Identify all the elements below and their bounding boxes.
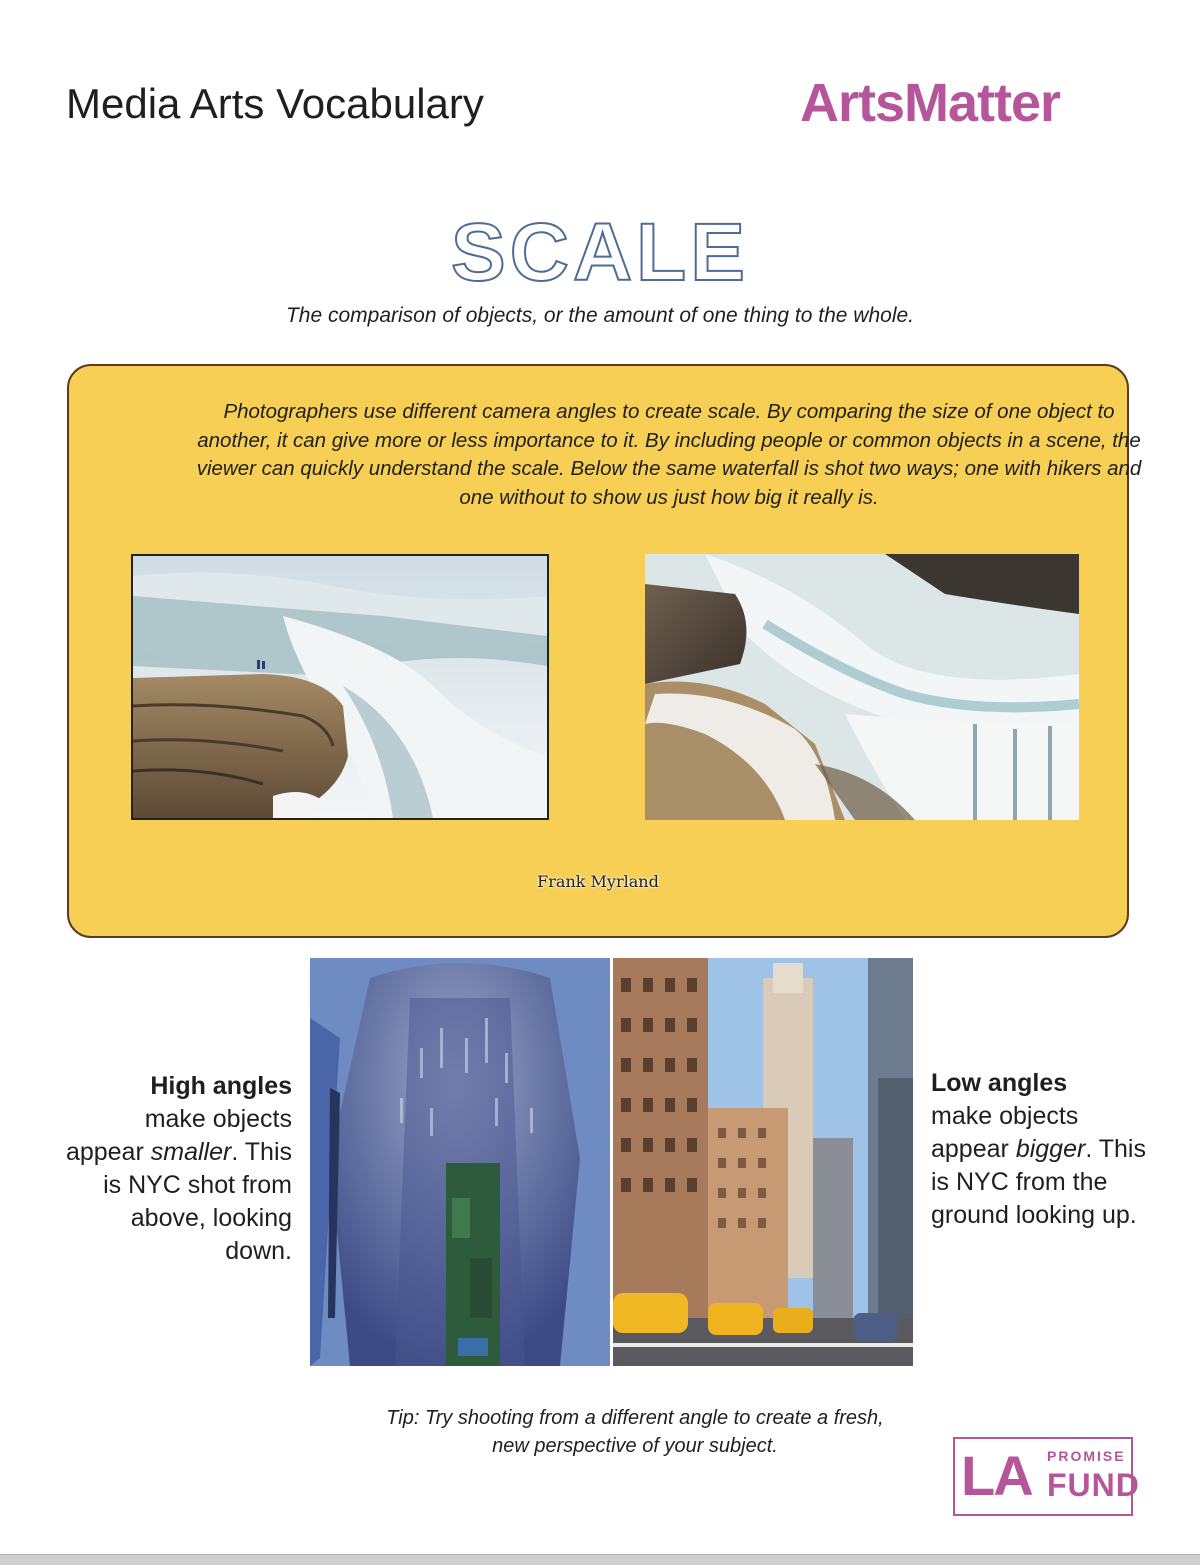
page-title: Media Arts Vocabulary	[66, 80, 484, 127]
waterfall-with-hikers-image	[133, 556, 547, 818]
low-angle-caption: Low angles make objects appear bigger. This is NYC from the ground looking up.	[931, 1069, 1146, 1229]
brand-logo: ArtsMatter	[800, 73, 1061, 133]
photo-credit: Frank Myrland	[537, 872, 659, 891]
tip-text: Tip: Try shooting from a different angle to create a fresh, new perspective of your subject.	[386, 1407, 884, 1457]
page-bottom-edge	[0, 1554, 1200, 1565]
la-promise-fund-logo: LA PROMISE FUND	[953, 1437, 1133, 1516]
high-angle-caption: High angles make objects appear smaller. This is NYC shot from above, looking down.	[65, 1072, 292, 1265]
intro-box	[67, 364, 1142, 938]
waterfall-without-hikers-image	[645, 554, 1079, 820]
intro-paragraph: Photographers use different camera angles to create scale. By comparing the size of one object to another, it can give more or less importance to it. By including people or common objects in a scene, the viewer can quickly understand the scale. Below the same waterfall is shot two ways; one with hikers and one without to show us just how big it really is.	[196, 400, 1142, 509]
nyc-aerial-image	[310, 958, 610, 1366]
term-heading: SCALE	[451, 207, 749, 298]
nyc-high-angle-photo	[310, 958, 610, 1366]
waterfall-photo-with-hikers	[131, 554, 549, 820]
nyc-low-angle-photo	[613, 958, 913, 1366]
high-angle-heading: High angles	[150, 1072, 292, 1100]
low-angle-heading: Low angles	[931, 1069, 1068, 1097]
nyc-street-image	[613, 958, 913, 1366]
term-definition: The comparison of objects, or the amount of one thing to the whole.	[285, 304, 915, 327]
waterfall-photo-without-hikers	[645, 554, 1079, 820]
